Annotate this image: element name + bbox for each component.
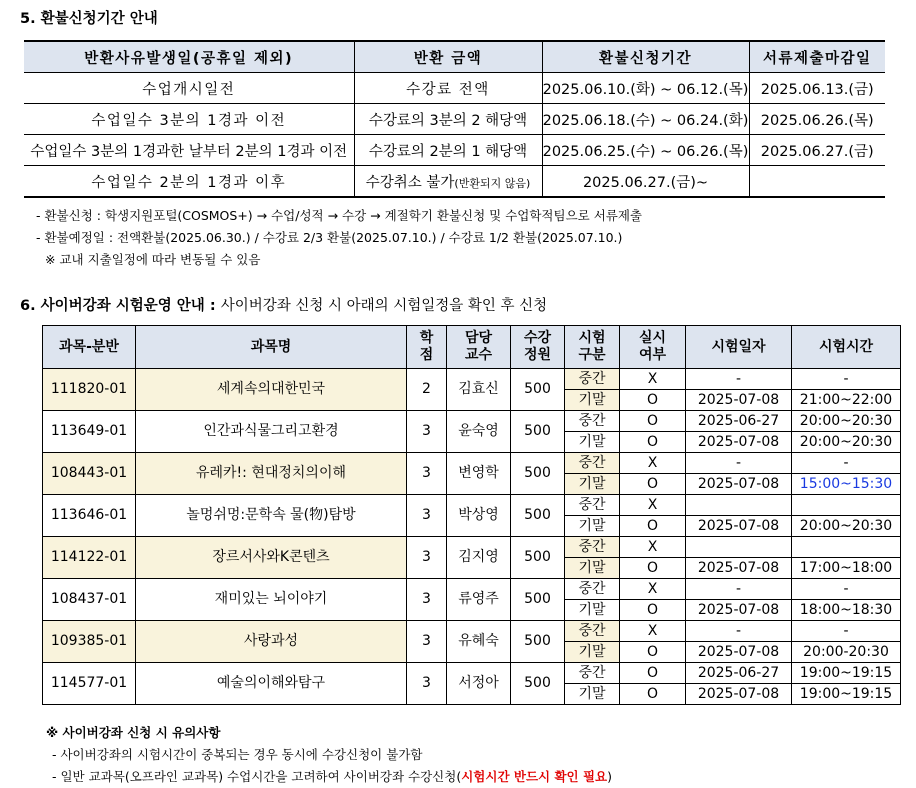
course-code: 109385-01 <box>43 621 136 663</box>
header-held: 실시 여부 <box>620 326 686 369</box>
course-name: 장르서사와K콘텐츠 <box>136 537 407 579</box>
course-professor: 유혜숙 <box>447 621 511 663</box>
course-credit: 3 <box>407 495 447 537</box>
course-professor: 변영학 <box>447 453 511 495</box>
cyber-note-offline <box>46 766 612 788</box>
refund-amount-note: (반환되지 않음) <box>454 176 531 190</box>
header-course-code: 과목-분반 <box>43 326 136 369</box>
refund-row <box>24 104 885 135</box>
refund-amount-text: 수강료의 3분의 2 해당액 <box>368 112 528 129</box>
course-name: 사랑과성 <box>136 621 407 663</box>
exam-time: 15:00~15:30 <box>792 474 901 495</box>
course-name: 유레카!: 현대정치의이해 <box>136 453 407 495</box>
cyber-exam-table <box>42 325 901 705</box>
exam-time: 17:00~18:00 <box>792 558 901 579</box>
exam-time: - <box>792 579 901 600</box>
exam-type: 기말 <box>565 474 620 495</box>
course-capacity: 500 <box>511 537 565 579</box>
course-name: 놀멍쉬멍:문학속 물(物)탐방 <box>136 495 407 537</box>
course-capacity: 500 <box>511 621 565 663</box>
header-reason: 반환사유발생일(공휴일 제외) <box>24 41 354 73</box>
refund-period: 2025.06.10.(화) ~ 06.12.(목) <box>542 73 749 104</box>
exam-date: 2025-06-27 <box>686 411 792 432</box>
course-credit: 3 <box>407 663 447 705</box>
exam-type: 기말 <box>565 642 620 663</box>
cyber-notes-title: ※ 사이버강좌 신청 시 유의사항 <box>46 725 221 740</box>
exam-row <box>43 579 901 600</box>
exam-time: 20:00-20:30 <box>792 642 901 663</box>
exam-held: O <box>620 516 686 537</box>
exam-held: O <box>620 390 686 411</box>
exam-type: 기말 <box>565 600 620 621</box>
course-code: 111820-01 <box>43 369 136 411</box>
exam-held: O <box>620 411 686 432</box>
exam-type: 중간 <box>565 537 620 558</box>
course-credit: 3 <box>407 579 447 621</box>
refund-period-table <box>24 40 885 198</box>
exam-held: X <box>620 453 686 474</box>
exam-table-body <box>43 369 901 705</box>
exam-date: 2025-07-08 <box>686 432 792 453</box>
exam-held: O <box>620 474 686 495</box>
header-professor: 담당 교수 <box>447 326 511 369</box>
exam-date: 2025-07-08 <box>686 390 792 411</box>
course-capacity: 500 <box>511 453 565 495</box>
refund-row <box>24 73 885 104</box>
refund-amount <box>354 104 542 135</box>
exam-time: 20:00~20:30 <box>792 516 901 537</box>
exam-held: O <box>620 432 686 453</box>
exam-held: X <box>620 495 686 516</box>
exam-held: X <box>620 579 686 600</box>
course-name: 세계속의대한민국 <box>136 369 407 411</box>
course-professor: 김지영 <box>447 537 511 579</box>
exam-date: 2025-07-08 <box>686 474 792 495</box>
header-exam-type: 시험 구분 <box>565 326 620 369</box>
cyber-note-overlap: - 사이버강좌의 시험시간이 중복되는 경우 동시에 수강신청이 불가함 <box>52 747 423 762</box>
header-course-name: 과목명 <box>136 326 407 369</box>
course-capacity: 500 <box>511 369 565 411</box>
course-code: 114577-01 <box>43 663 136 705</box>
exam-type: 기말 <box>565 684 620 705</box>
note-refund-date: - 환불예정일 : 전액환불(2025.06.30.) / 수강료 2/3 환불(2025.07.10.) / 수강료 1/2 환불(2025.07.10.) <box>36 230 623 245</box>
course-credit: 3 <box>407 621 447 663</box>
course-credit: 3 <box>407 453 447 495</box>
course-code: 113646-01 <box>43 495 136 537</box>
exam-time: 20:00~20:30 <box>792 432 901 453</box>
exam-date: 2025-07-08 <box>686 642 792 663</box>
exam-time: 19:00~19:15 <box>792 684 901 705</box>
section6-notes <box>46 722 612 788</box>
header-exam-date: 시험일자 <box>686 326 792 369</box>
refund-period: 2025.06.27.(금)~ <box>542 166 749 198</box>
course-code: 108437-01 <box>43 579 136 621</box>
section6-title-normal: 사이버강좌 신청 시 아래의 시험일정을 확인 후 신청 <box>220 298 548 314</box>
exam-time: 21:00~22:00 <box>792 390 901 411</box>
refund-row <box>24 166 885 198</box>
exam-time: - <box>792 369 901 390</box>
exam-row <box>43 453 901 474</box>
exam-date: 2025-07-08 <box>686 600 792 621</box>
refund-reason: 수업일수 2분의 1경과 이후 <box>24 166 354 198</box>
exam-row <box>43 537 901 558</box>
exam-row <box>43 621 901 642</box>
exam-time: 19:00~19:15 <box>792 663 901 684</box>
exam-date: - <box>686 369 792 390</box>
refund-amount <box>354 166 542 198</box>
course-capacity: 500 <box>511 663 565 705</box>
refund-deadline: 2025.06.26.(목) <box>749 104 885 135</box>
exam-held: X <box>620 369 686 390</box>
refund-table-body <box>24 73 885 198</box>
exam-held: O <box>620 663 686 684</box>
refund-amount <box>354 73 542 104</box>
exam-date: 2025-07-08 <box>686 558 792 579</box>
refund-reason: 수업일수 3분의 1경과 이전 <box>24 104 354 135</box>
exam-held: X <box>620 621 686 642</box>
course-professor: 김효신 <box>447 369 511 411</box>
note-refund-apply: - 환불신청 : 학생지원포털(COSMOS+) → 수업/성적 → 수강 → 계절학기 환불신청 및 수업학적팀으로 서류제출 <box>36 208 642 223</box>
exam-table-header-row <box>43 326 901 369</box>
exam-time: - <box>792 621 901 642</box>
exam-type: 기말 <box>565 390 620 411</box>
course-name: 재미있는 뇌이야기 <box>136 579 407 621</box>
exam-row <box>43 411 901 432</box>
refund-deadline <box>749 166 885 198</box>
refund-deadline: 2025.06.27.(금) <box>749 135 885 166</box>
section6-title-bold: 6. 사이버강좌 시험운영 안내 : <box>20 298 216 314</box>
course-credit: 3 <box>407 411 447 453</box>
exam-date: 2025-06-27 <box>686 663 792 684</box>
course-professor: 윤숙영 <box>447 411 511 453</box>
course-capacity: 500 <box>511 411 565 453</box>
exam-date: 2025-07-08 <box>686 516 792 537</box>
course-credit: 2 <box>407 369 447 411</box>
course-name: 인간과식물그리고환경 <box>136 411 407 453</box>
refund-period: 2025.06.25.(수) ~ 06.26.(목) <box>542 135 749 166</box>
exam-date: 2025-07-08 <box>686 684 792 705</box>
header-exam-time: 시험시간 <box>792 326 901 369</box>
exam-time: - <box>792 453 901 474</box>
exam-type: 중간 <box>565 663 620 684</box>
exam-type: 기말 <box>565 516 620 537</box>
exam-time: 20:00~20:30 <box>792 411 901 432</box>
exam-time: 18:00~18:30 <box>792 600 901 621</box>
exam-held: O <box>620 684 686 705</box>
exam-held: O <box>620 642 686 663</box>
exam-type: 중간 <box>565 369 620 390</box>
section5-title: 5. 환불신청기간 안내 <box>20 11 158 27</box>
exam-row <box>43 369 901 390</box>
exam-held: X <box>620 537 686 558</box>
course-capacity: 500 <box>511 579 565 621</box>
exam-type: 중간 <box>565 579 620 600</box>
course-code: 114122-01 <box>43 537 136 579</box>
refund-amount-text: 수강취소 불가 <box>365 174 455 191</box>
course-capacity: 500 <box>511 495 565 537</box>
cyber-note-offline-text: - 일반 교과목(오프라인 교과목) 수업시간을 고려하여 사이버강좌 수강신청( <box>52 769 462 784</box>
course-professor: 류영주 <box>447 579 511 621</box>
exam-held: O <box>620 558 686 579</box>
course-name: 예술의이해와탐구 <box>136 663 407 705</box>
cyber-note-offline-end: ) <box>607 769 612 784</box>
refund-row <box>24 135 885 166</box>
header-amount: 반환 금액 <box>354 41 542 73</box>
refund-reason: 수업개시일전 <box>24 73 354 104</box>
course-credit: 3 <box>407 537 447 579</box>
section5-notes <box>36 205 642 271</box>
exam-row <box>43 495 901 516</box>
course-code: 108443-01 <box>43 453 136 495</box>
exam-date: - <box>686 621 792 642</box>
course-code: 113649-01 <box>43 411 136 453</box>
header-period: 환불신청기간 <box>542 41 749 73</box>
exam-date <box>686 537 792 558</box>
refund-period: 2025.06.18.(수) ~ 06.24.(화) <box>542 104 749 135</box>
cyber-note-highlight: 시험시간 반드시 확인 필요 <box>461 769 608 784</box>
exam-type: 중간 <box>565 495 620 516</box>
refund-amount <box>354 135 542 166</box>
header-deadline: 서류제출마감일 <box>749 41 885 73</box>
exam-time <box>792 537 901 558</box>
exam-type: 중간 <box>565 453 620 474</box>
exam-type: 기말 <box>565 432 620 453</box>
exam-date <box>686 495 792 516</box>
refund-amount-text: 수강료의 2분의 1 해당액 <box>368 143 528 160</box>
refund-amount-text: 수강료 전액 <box>406 81 490 98</box>
exam-type: 중간 <box>565 411 620 432</box>
exam-type: 기말 <box>565 558 620 579</box>
refund-reason: 수업일수 3분의 1경과한 날부터 2분의 1경과 이전 <box>24 135 354 166</box>
header-credit: 학 점 <box>407 326 447 369</box>
course-professor: 서정아 <box>447 663 511 705</box>
note-refund-change: ※ 교내 지출일정에 따라 변동될 수 있음 <box>45 252 261 267</box>
exam-held: O <box>620 600 686 621</box>
exam-type: 중간 <box>565 621 620 642</box>
header-capacity: 수강 정원 <box>511 326 565 369</box>
exam-date: - <box>686 453 792 474</box>
section6-title <box>20 294 547 315</box>
exam-date: - <box>686 579 792 600</box>
exam-row <box>43 663 901 684</box>
exam-time <box>792 495 901 516</box>
refund-deadline: 2025.06.13.(금) <box>749 73 885 104</box>
course-professor: 박상영 <box>447 495 511 537</box>
